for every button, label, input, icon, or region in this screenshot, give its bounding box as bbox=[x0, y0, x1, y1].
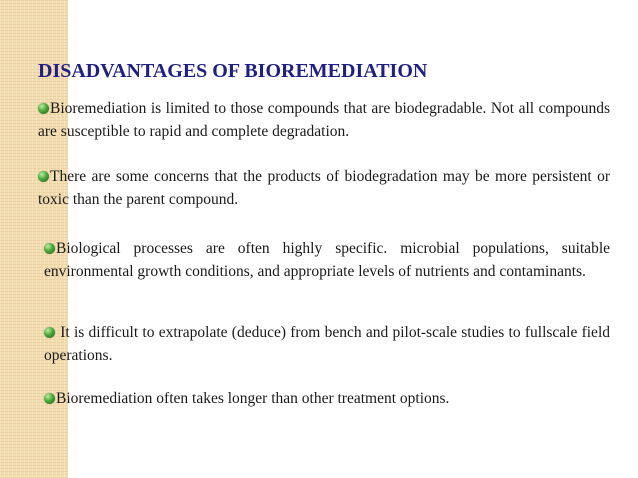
bullet-text: Biological processes are often highly specific. microbial populations, suitable environmental growth conditions, and appropriate levels of nutrients and contaminants. bbox=[44, 240, 610, 280]
slide-title: DISADVANTAGES OF BIOREMEDIATION bbox=[38, 60, 428, 82]
bullet-point bbox=[38, 97, 610, 143]
bullet-text: Bioremediation often takes longer than other treatment options. bbox=[56, 390, 450, 407]
bullet-point bbox=[38, 165, 610, 211]
bullet-text: Bioremediation is limited to those compounds that are biodegradable. Not all compounds are susceptible to rapid and complete degradation. bbox=[38, 100, 610, 140]
green-ball-bullet-icon bbox=[38, 171, 49, 182]
bullet-text: There are some concerns that the products of biodegradation may be more persistent or toxic than the parent compound. bbox=[38, 168, 610, 208]
bullet-point bbox=[44, 321, 610, 367]
bullet-point bbox=[44, 387, 610, 410]
green-ball-bullet-icon bbox=[44, 393, 55, 404]
green-ball-bullet-icon bbox=[44, 327, 55, 338]
bullet-text: It is difficult to extrapolate (deduce) from bench and pilot-scale studies to fullscale field operations. bbox=[44, 324, 610, 364]
bullet-point bbox=[44, 237, 610, 283]
green-ball-bullet-icon bbox=[38, 103, 49, 114]
green-ball-bullet-icon bbox=[44, 243, 55, 254]
